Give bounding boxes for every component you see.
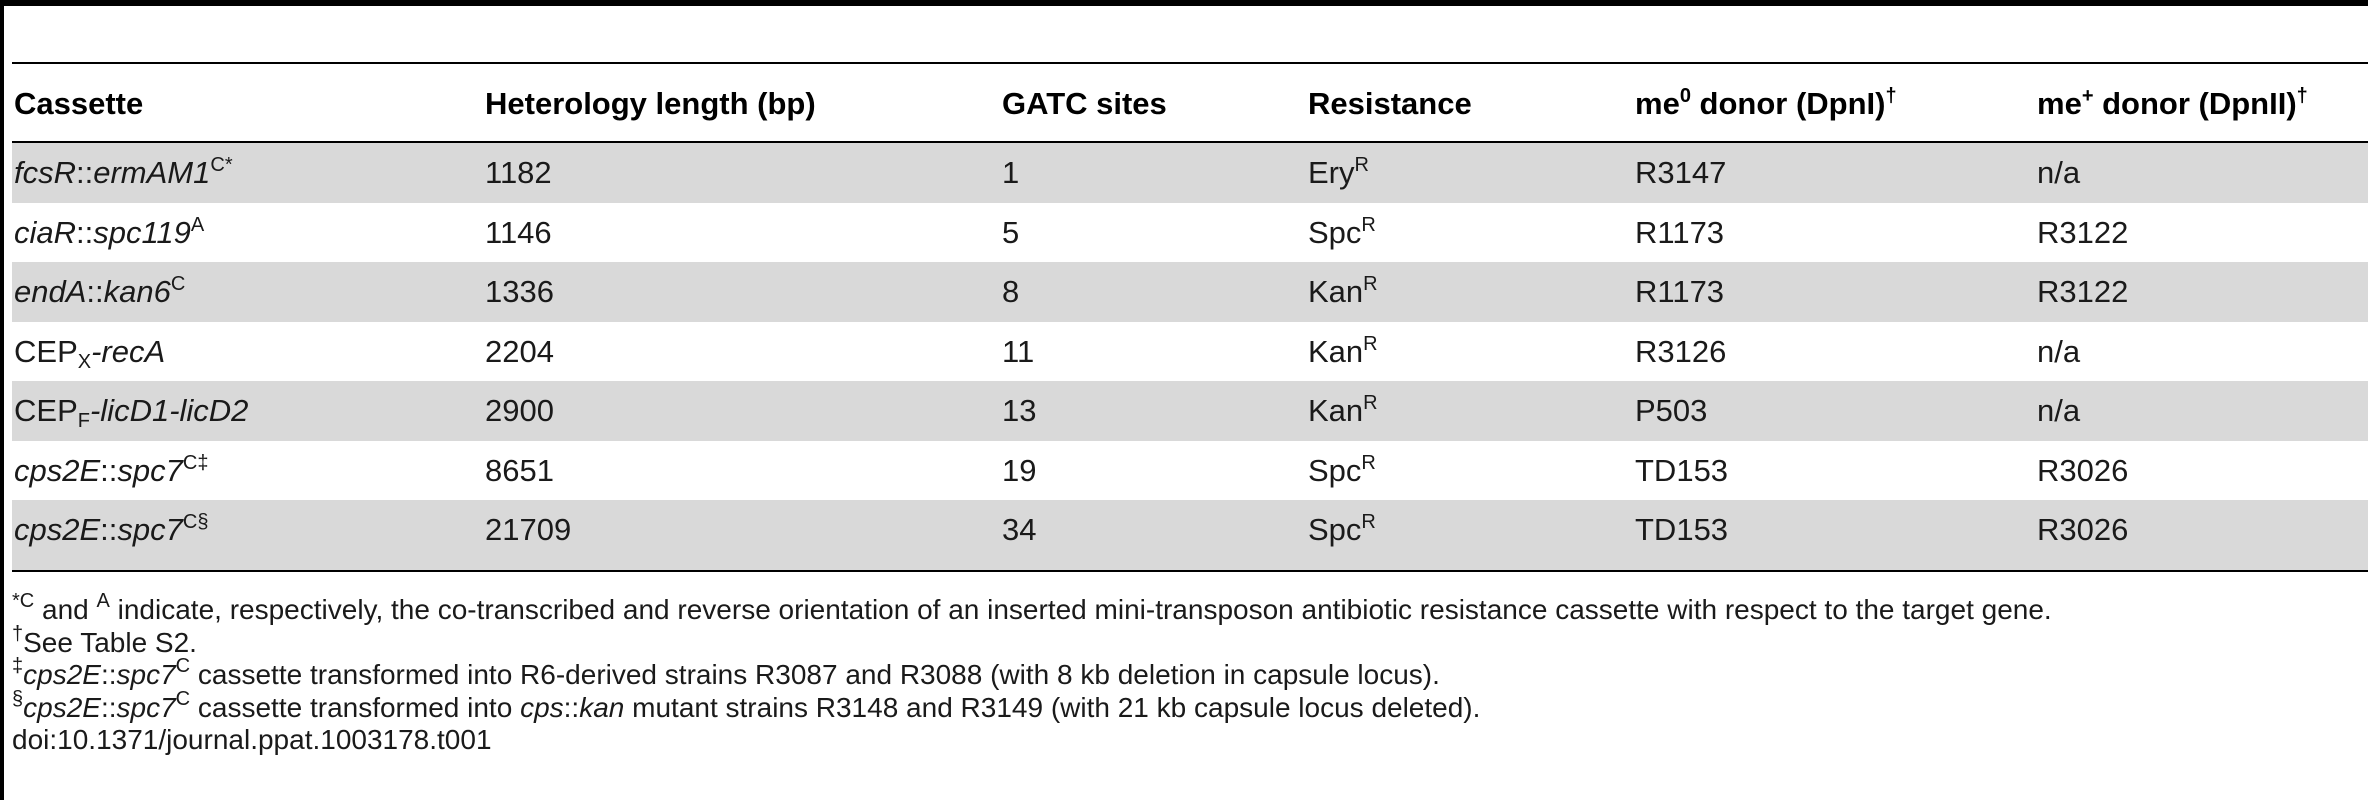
- meplus-donor-cell: R3026: [2037, 512, 2129, 547]
- heterology-cell: 1182: [485, 155, 552, 190]
- table-row: [12, 322, 2368, 382]
- cassette-cell: $cps2E::spc7^{C\S}$: [14, 511, 209, 547]
- heterology-cell: 21709: [485, 512, 572, 547]
- header-me0-donor: $me^0$ donor (DpnI)†: [1635, 85, 1897, 121]
- resistance-cell: Kan$^R$: [1308, 332, 1378, 369]
- header-gatc-sites: GATC sites: [1002, 86, 1167, 121]
- gatc-cell: 1: [1002, 155, 1020, 190]
- meplus-donor-cell: n/a: [2037, 333, 2081, 369]
- footnote-section: $^\S cps2E::spc7^C$ cassette transformed into cps::kan mutant strains R3148 and R3149 (with 21 kb capsule locus deleted).: [12, 687, 1481, 723]
- gatc-cell: 8: [1002, 274, 1020, 309]
- cassette-cell: $endA::kan6^C$: [14, 273, 186, 309]
- table-row: [12, 441, 2368, 501]
- cassette-cell: $ciaR::spc119^A$: [14, 213, 205, 250]
- table-row: [12, 262, 2368, 322]
- me0-donor-cell: TD153: [1635, 512, 1729, 547]
- top-border: [0, 0, 2368, 6]
- heterology-cell: 2900: [485, 393, 554, 428]
- me0-donor-cell: R3126: [1635, 333, 1727, 369]
- heterology-cell: 1146: [485, 214, 552, 250]
- cassette-cell: $cps2E::spc7^{C\ddagger}$: [14, 451, 209, 488]
- left-border: [0, 0, 4, 800]
- table-footnotes: [12, 590, 2052, 757]
- gatc-cell: 19: [1002, 452, 1037, 488]
- resistance-cell: Kan$^R$: [1308, 273, 1378, 309]
- resistance-cell: Spc$^R$: [1308, 511, 1376, 547]
- meplus-donor-cell: R3026: [2037, 452, 2129, 488]
- me0-donor-cell: TD153: [1635, 452, 1729, 488]
- cassette-cell: $CEP_F-licD1-licD2$: [14, 393, 249, 432]
- me0-donor-cell: P503: [1635, 393, 1708, 428]
- table-row: [12, 381, 2368, 441]
- footnote-double-dagger: $^\ddagger cps2E::spc7^C$ cassette transformed into R6-derived strains R3087 and R3088 (with 8 kb deletion in capsule locus).: [12, 655, 1440, 690]
- table-row: [12, 203, 2368, 263]
- table-bottom-rule: [12, 570, 2368, 572]
- header-resistance: Resistance: [1308, 86, 1472, 121]
- me0-donor-cell: R1173: [1635, 274, 1725, 309]
- me0-donor-cell: R1173: [1635, 214, 1725, 250]
- header-cassette: Cassette: [14, 86, 144, 121]
- cassette-cell: $CEP_X$-recA: [14, 333, 166, 373]
- cassette-cell: $fcsR::ermAM1^{C*}$: [14, 154, 233, 190]
- heterology-cell: 2204: [485, 333, 554, 369]
- meplus-donor-cell: n/a: [2037, 393, 2081, 428]
- gatc-cell: 34: [1002, 512, 1037, 547]
- footnote-orientation: $^{*C}$ and $^A$ indicate, respectively, the co-transcribed and reverse orientation of an inserted mini-transposon antibiotic resistance cassette with respect to the target gene.: [12, 590, 2052, 625]
- resistance-cell: Kan$^R$: [1308, 392, 1378, 428]
- resistance-cell: Spc$^R$: [1308, 213, 1376, 250]
- table-row: [12, 500, 2368, 570]
- table-row: [12, 143, 2368, 203]
- doi-link[interactable]: doi:10.1371/journal.ppat.1003178.t001: [12, 724, 492, 755]
- meplus-donor-cell: R3122: [2037, 274, 2129, 309]
- gatc-cell: 13: [1002, 393, 1037, 428]
- heterology-cell: 8651: [485, 452, 554, 488]
- footnote-dagger: †See Table S2.: [12, 622, 197, 658]
- header-meplus-donor: me+ donor (DpnII)†: [2037, 85, 2308, 121]
- meplus-donor-cell: R3122: [2037, 214, 2129, 250]
- header-heterology-length: Heterology length (bp): [485, 86, 816, 121]
- meplus-donor-cell: n/a: [2037, 155, 2081, 190]
- gatc-cell: 5: [1002, 214, 1020, 250]
- heterology-cell: 1336: [485, 274, 554, 309]
- table-header-row: [12, 64, 2368, 141]
- resistance-cell: Ery$^R$: [1308, 154, 1369, 190]
- resistance-cell: Spc$^R$: [1308, 451, 1376, 488]
- gatc-cell: 11: [1002, 333, 1035, 369]
- me0-donor-cell: R3147: [1635, 155, 1727, 190]
